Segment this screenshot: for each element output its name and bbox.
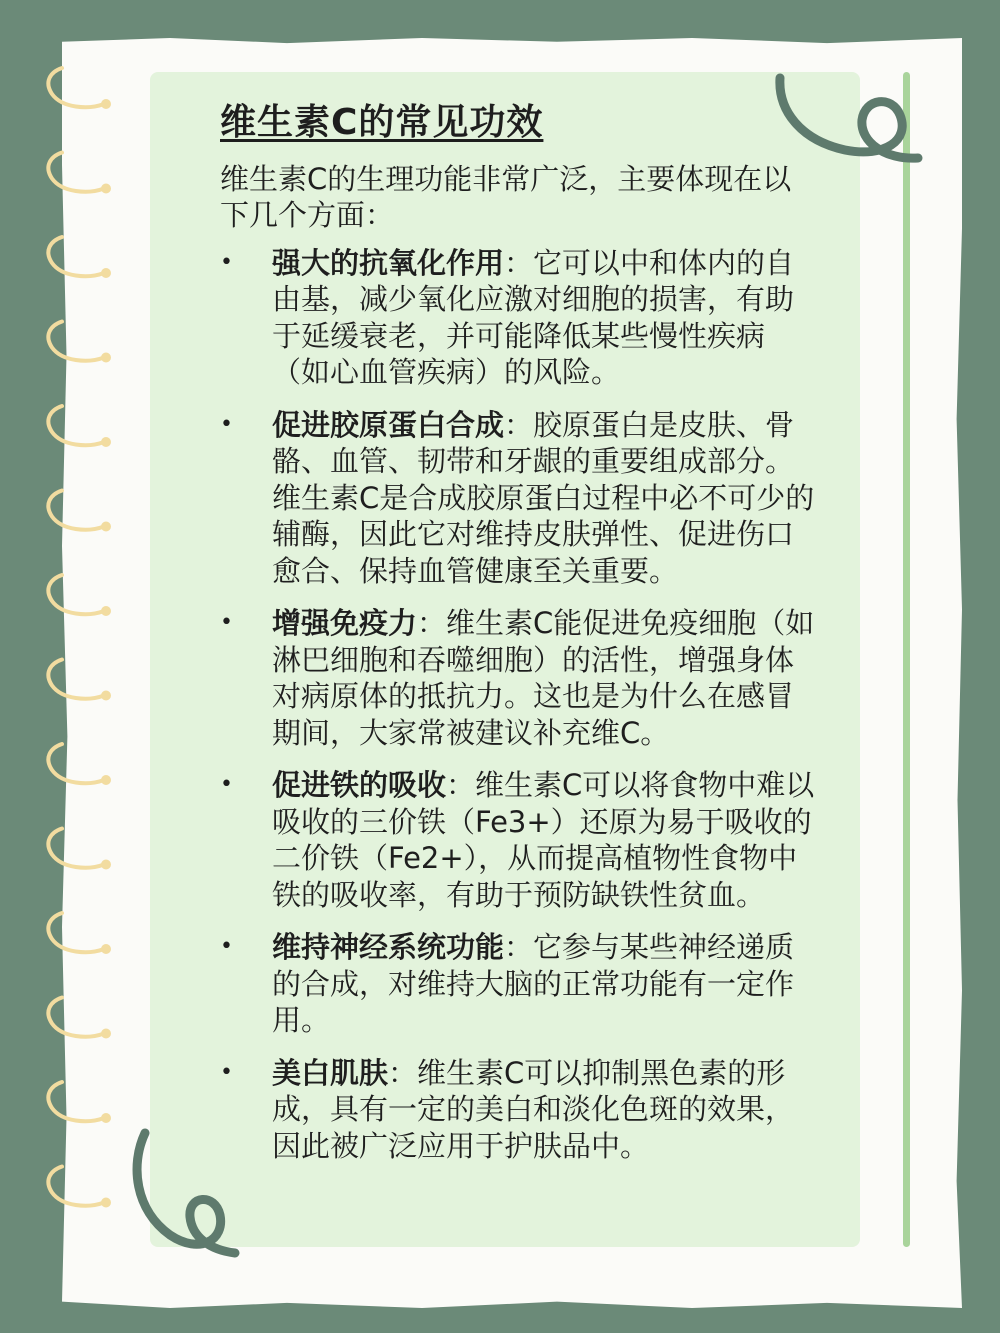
binding-ring — [48, 322, 104, 361]
binding-hole — [101, 437, 111, 447]
item-separator: ： — [504, 930, 534, 965]
item-separator: ： — [417, 606, 447, 641]
binding-ring — [48, 153, 104, 192]
binding-ring — [48, 1082, 104, 1121]
item-body: 维生素C可以将食物中难以吸收的三价铁（Fe3+）还原为易于吸收的二价铁（Fe2+），从而提高植物性食物中铁的吸收率，有助于预防缺铁性贫血。 — [272, 768, 815, 912]
binding-hole — [101, 775, 111, 785]
list-item — [220, 245, 820, 391]
binding-hole — [101, 184, 111, 194]
binding-ring — [48, 744, 104, 783]
list-item — [220, 407, 820, 590]
item-title: 促进胶原蛋白合成 — [272, 407, 505, 442]
binding-hole — [101, 1029, 111, 1039]
item-body: 维生素C可以抑制黑色素的形成，具有一定的美白和淡化色斑的效果，因此被广泛应用于护肤品中。 — [272, 1055, 795, 1163]
item-title: 维持神经系统功能 — [272, 930, 505, 965]
binding-ring — [48, 237, 104, 276]
item-body: 胶原蛋白是皮肤、骨骼、血管、韧带和牙龈的重要组成部分。维生素C是合成胶原蛋白过程中必不可少的辅酶，因此它对维持皮肤弹性、促进伤口愈合、保持血管健康至关重要。 — [272, 407, 815, 588]
benefit-list — [220, 245, 820, 1165]
binding-hole — [101, 691, 111, 701]
list-item — [220, 605, 820, 751]
binding-hole — [101, 268, 111, 278]
binding-ring — [48, 1167, 104, 1206]
binding-hole — [101, 606, 111, 616]
binding-ring — [48, 998, 104, 1037]
bullet: • — [220, 934, 233, 960]
binding-hole — [101, 353, 111, 363]
bullet: • — [220, 1059, 233, 1085]
list-item — [220, 767, 820, 913]
accent-margin-line — [903, 72, 910, 1247]
binding-hole — [101, 522, 111, 532]
page-title: 维生素C的常见功效 — [220, 102, 544, 143]
binding-hole — [101, 99, 111, 109]
item-body: 维生素C能促进免疫细胞（如淋巴细胞和吞噬细胞）的活性，增强身体对病原体的抵抗力。这也是为什么在感冒期间，大家常被建议补充维C。 — [272, 606, 815, 750]
item-body: 它可以中和体内的自由基，减少氧化应激对细胞的损害，有助于延缓衰老，并可能降低某些慢性疾病（如心血管疾病）的风险。 — [272, 245, 795, 390]
spiral-binding — [0, 0, 140, 1333]
binding-ring — [48, 913, 104, 952]
item-separator: ： — [504, 245, 534, 280]
item-title: 强大的抗氧化作用 — [272, 245, 505, 280]
item-title: 美白肌肤 — [272, 1055, 389, 1090]
item-title: 增强免疫力 — [272, 606, 418, 641]
binding-hole — [101, 1113, 111, 1123]
bullet: • — [220, 249, 233, 275]
binding-ring — [48, 660, 104, 699]
bullet: • — [220, 610, 233, 636]
intro-paragraph: 维生素C的生理功能非常广泛，主要体现在以下几个方面： — [220, 161, 792, 232]
binding-ring — [48, 491, 104, 530]
item-separator: ： — [504, 407, 534, 442]
item-body: 它参与某些神经递质的合成，对维持大脑的正常功能有一定作用。 — [272, 930, 795, 1038]
list-item — [220, 929, 820, 1039]
binding-ring — [48, 829, 104, 868]
binding-hole — [101, 860, 111, 870]
binding-hole — [101, 1198, 111, 1208]
item-separator: ： — [446, 768, 476, 803]
binding-hole — [101, 944, 111, 954]
bullet: • — [220, 411, 233, 437]
item-separator: ： — [388, 1055, 418, 1090]
list-item — [220, 1055, 820, 1165]
binding-ring — [48, 575, 104, 614]
binding-ring — [48, 406, 104, 445]
binding-ring — [48, 68, 104, 107]
item-title: 促进铁的吸收 — [272, 768, 447, 803]
bullet: • — [220, 772, 233, 798]
article — [220, 100, 820, 1180]
